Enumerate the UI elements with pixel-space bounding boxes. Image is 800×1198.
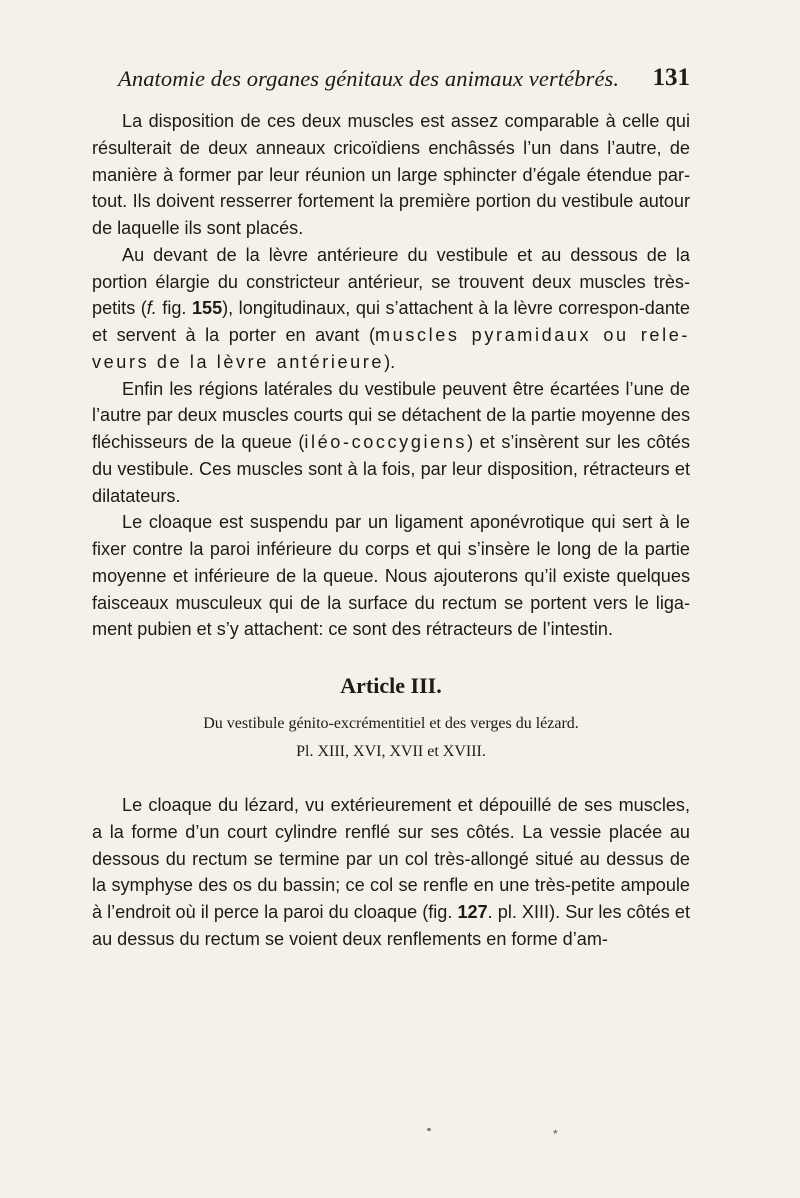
text-span: Enfin les régions latérales du vestibule peuvent être écartées l’une de l’autre par deux muscles courts qui se détachent de la partie moyenne des fléchisseurs de la queue (	[92, 378, 690, 452]
paragraph-sphincter: La disposition de ces deux muscles est assez comparable à celle qui résulterait de deux anneaux cricoïdiens enchâssés l’un dans l’autre, de manière à former par leur réunion un large sphincter d’égale étendue par-tout. Ils doivent resserrer fortement la première portion du vestibule autour de laquelle ils sont placés.	[92, 111, 690, 238]
ink-speck	[427, 1128, 431, 1131]
figure-number: 155	[191, 298, 223, 319]
article-subtitle: Du vestibule génito-excrémentitiel et des verges du lézard.	[203, 715, 579, 732]
italic-reference: f.	[146, 298, 157, 319]
paragraph-cloaque-ligament: Le cloaque est suspendu par un ligament aponévrotique qui sert à le fixer contre la paroi inférieure du corps et qui s’insère le long de la partie moyenne et inférieure de la queue. Nous ajouterons qu’il existe quelques faisceaux musculeux qui de la surface du rectum se portent vers le liga-ment pubien et s’y attachent: ce sont des rétracteurs de l’intestin.	[92, 512, 690, 640]
paragraph-pyramidal-muscles	[92, 242, 690, 376]
article-plates: Pl. XIII, XVI, XVII et XVIII.	[296, 743, 486, 760]
spaced-term: muscles pyramidaux ou rele-veurs de la lèvre antérieure	[92, 325, 690, 372]
spaced-term: iléo-coccygiens	[304, 432, 468, 452]
text-span: ).	[384, 351, 396, 372]
body-text-article	[92, 792, 690, 953]
text-span: Le cloaque du lézard, vu extérieurement et dépouillé de ses muscles, a la forme d’un court cylindre renflé sur ses côtés. La vessie placée au dessous du rectum se termine par un col très-allongé situé au dessus de la symphyse des os du bassin; ce col se renfle en une très-petite ampoule à l’endroit où il perce la paroi du cloaque (fig.	[92, 795, 690, 922]
body-text	[92, 108, 690, 643]
text-span: . pl. XIII). Sur les côtés et au dessus du rectum se voient deux renflements en forme d’am-	[92, 902, 691, 949]
page-number: 131	[652, 64, 690, 91]
article-title: Article III.	[340, 673, 442, 698]
text-span: fig.	[156, 298, 192, 319]
text-span: Au devant de la lèvre antérieure du vestibule et au dessous de la portion élargie du constricteur antérieur, se trouvent deux muscles très-petits (	[92, 244, 690, 319]
figure-number: 127	[457, 902, 488, 922]
running-title: Anatomie des organes génitaux des animaux vertébrés.	[118, 66, 620, 91]
text-span: ) et s’insèrent sur les côtés du vestibule. Ces muscles sont à la fois, par leur disposition, rétracteurs et dilatateurs.	[92, 432, 691, 506]
paragraph-ileo-coccygiens	[92, 376, 690, 510]
signature-mark: *	[553, 1127, 558, 1141]
article-heading	[92, 672, 690, 762]
text-span: ), longitudinaux, qui s’attachent à la lèvre correspon-dante et servent à la porter en avant (	[92, 298, 690, 345]
running-head	[118, 66, 690, 102]
paragraph-cloaque-lezard	[92, 792, 690, 953]
